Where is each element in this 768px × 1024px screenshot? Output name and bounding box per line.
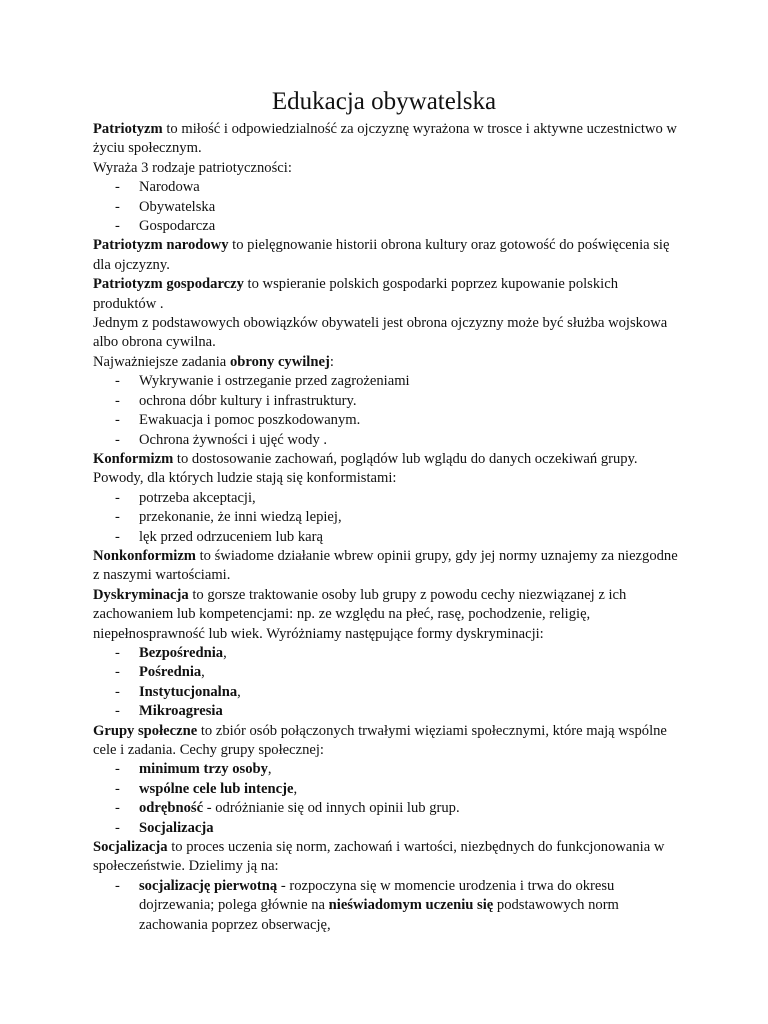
- list-item: [93, 411, 683, 430]
- text-run: lęk przed odrzuceniem lub karą: [139, 528, 323, 545]
- bold-term: Patriotyzm narodowy: [93, 237, 229, 254]
- konformizm-reasons-list: [93, 489, 683, 547]
- grupy-cechy-list: [93, 760, 683, 838]
- grupy-spoleczne-definition: [93, 722, 683, 761]
- text-run: przekonanie, że inni wiedzą lepiej,: [139, 509, 342, 526]
- list-item: [93, 644, 683, 663]
- patriotyzm-gospodarczy-definition: [93, 275, 683, 314]
- text-run: :: [329, 353, 334, 370]
- text-run: ,: [201, 664, 205, 681]
- bold-term: Bezpośrednia: [139, 644, 224, 661]
- patriotyzm-definition: [93, 120, 683, 159]
- text-run: potrzeba akceptacji,: [139, 489, 256, 506]
- socjalizacja-definition: [93, 838, 683, 877]
- nonkonformizm-definition: [93, 547, 683, 586]
- list-item: [93, 528, 683, 547]
- obrona-cywilna-list: [93, 372, 683, 450]
- bold-term: Patriotyzm gospodarczy: [93, 276, 244, 293]
- dyskryminacja-forms-list: [93, 644, 683, 722]
- list-item: [93, 780, 683, 799]
- list-item: [93, 489, 683, 508]
- list-item: [93, 799, 683, 818]
- list-item: [93, 877, 683, 935]
- text-run: Ochrona żywności i ujęć wody .: [139, 431, 328, 448]
- text-run: ,: [267, 761, 272, 778]
- patriotyzm-types-list: [93, 178, 683, 236]
- bold-term: Grupy społeczne: [93, 722, 198, 739]
- text-run: podstawowych norm zachowania poprzez obserwację,: [139, 897, 619, 933]
- bold-term: Dyskryminacja: [93, 586, 189, 603]
- list-item: [93, 392, 683, 411]
- bold-term: Socjalizacja: [93, 839, 168, 856]
- text-run: to gorsze traktowanie osoby lub grupy z powodu cechy niezwiązanej z ich zachowaniem lub kompetencjami: np. ze względu na płeć, rasę, pochodzenie, religię, niepełnosprawność lub wiek. Wyróżniamy następujące formy dyskryminacji:: [93, 586, 627, 642]
- text-run: Wykrywanie i ostrzeganie przed zagrożeniami: [139, 373, 410, 390]
- list-item: [93, 508, 683, 527]
- patriotyzm-types-intro: [93, 159, 683, 178]
- text-run: Narodowa: [139, 179, 200, 196]
- text-run: Obywatelska: [139, 198, 216, 215]
- text-run: to zbiór osób połączonych trwałymi więziami społecznymi, które mają wspólne cele i zadania. Cechy grupy społecznej:: [93, 722, 667, 758]
- text-run: - odróżnianie się od innych opinii lub grup.: [203, 800, 460, 817]
- konformizm-definition: [93, 450, 683, 469]
- list-item: [93, 198, 683, 217]
- list-item: [93, 760, 683, 779]
- bold-term: Pośrednia: [139, 664, 202, 681]
- text-run: to pielęgnowanie historii obrona kultury oraz gotowość do poświęcenia się dla ojczyzny.: [93, 237, 670, 273]
- bold-term: socjalizację pierwotną: [139, 877, 278, 894]
- patriotyzm-narodowy-definition: [93, 236, 683, 275]
- bold-term: minimum trzy osoby: [139, 761, 268, 778]
- text-run: - rozpoczyna się w momencie urodzenia i trwa do okresu dojrzewania; polega głównie na: [139, 877, 615, 914]
- bold-term: Patriotyzm: [93, 121, 163, 137]
- text-run: Ewakuacja i pomoc poszkodowanym.: [139, 412, 361, 429]
- list-item: [93, 819, 683, 838]
- text-run: to wspieranie polskich gospodarki poprzez kupowanie polskich produktów .: [93, 276, 618, 312]
- text-run: Gospodarcza: [139, 218, 216, 235]
- obrona-ojczyzny-paragraph: [93, 314, 683, 353]
- obrona-cywilna-intro: [93, 353, 683, 372]
- bold-term: Nonkonformizm: [93, 547, 196, 564]
- list-item: [93, 683, 683, 702]
- bold-term: Socjalizacja: [139, 819, 214, 836]
- bold-term: obrony cywilnej: [229, 353, 330, 370]
- list-item: [93, 217, 683, 236]
- dyskryminacja-definition: [93, 586, 683, 644]
- list-item: [93, 431, 683, 450]
- text-run: to miłość i odpowiedzialność za ojczyznę wyrażona w trosce i aktywne uczestnictwo w życiu społecznym.: [93, 121, 677, 157]
- text-run: to świadome działanie wbrew opinii grupy, gdy jej normy uznajemy za niezgodne z naszymi wartościami.: [93, 547, 678, 584]
- text-run: Najważniejsze zadania: [93, 353, 230, 370]
- konformizm-reasons-intro: [93, 469, 683, 488]
- socjalizacja-types-list: [93, 877, 683, 935]
- text-run: ,: [223, 644, 227, 661]
- bold-term: Mikroagresia: [139, 703, 223, 720]
- text-run: Wyraża 3 rodzaje patriotyczności:: [93, 159, 292, 176]
- bold-term: nieświadomym uczeniu się: [328, 897, 494, 914]
- text-run: Jednym z podstawowych obowiązków obywateli jest obrona ojczyzny może być służba wojskowa albo obrona cywilna.: [93, 315, 668, 351]
- text-run: ,: [293, 780, 298, 797]
- bold-term: odrębność: [139, 800, 204, 817]
- list-item: [93, 702, 683, 721]
- list-item: [93, 178, 683, 197]
- bold-term: Instytucjonalna: [139, 683, 238, 700]
- list-item: [93, 663, 683, 682]
- text-run: Powody, dla których ludzie stają się konformistami:: [93, 470, 397, 487]
- text-run: ,: [237, 683, 241, 700]
- list-item: [93, 372, 683, 391]
- text-run: ochrona dóbr kultury i infrastruktury.: [139, 392, 357, 409]
- bold-term: wspólne cele lub intencje: [139, 780, 294, 797]
- bold-term: Konformizm: [93, 450, 174, 467]
- text-run: to proces uczenia się norm, zachowań i wartości, niezbędnych do funkcjonowania w społeczeństwie. Dzielimy ją na:: [93, 839, 665, 875]
- document-title: Edukacja obywatelska: [271, 88, 497, 115]
- document-body: [93, 120, 683, 935]
- text-run: to dostosowanie zachowań, poglądów lub wglądu do danych oczekiwań grupy.: [173, 450, 638, 467]
